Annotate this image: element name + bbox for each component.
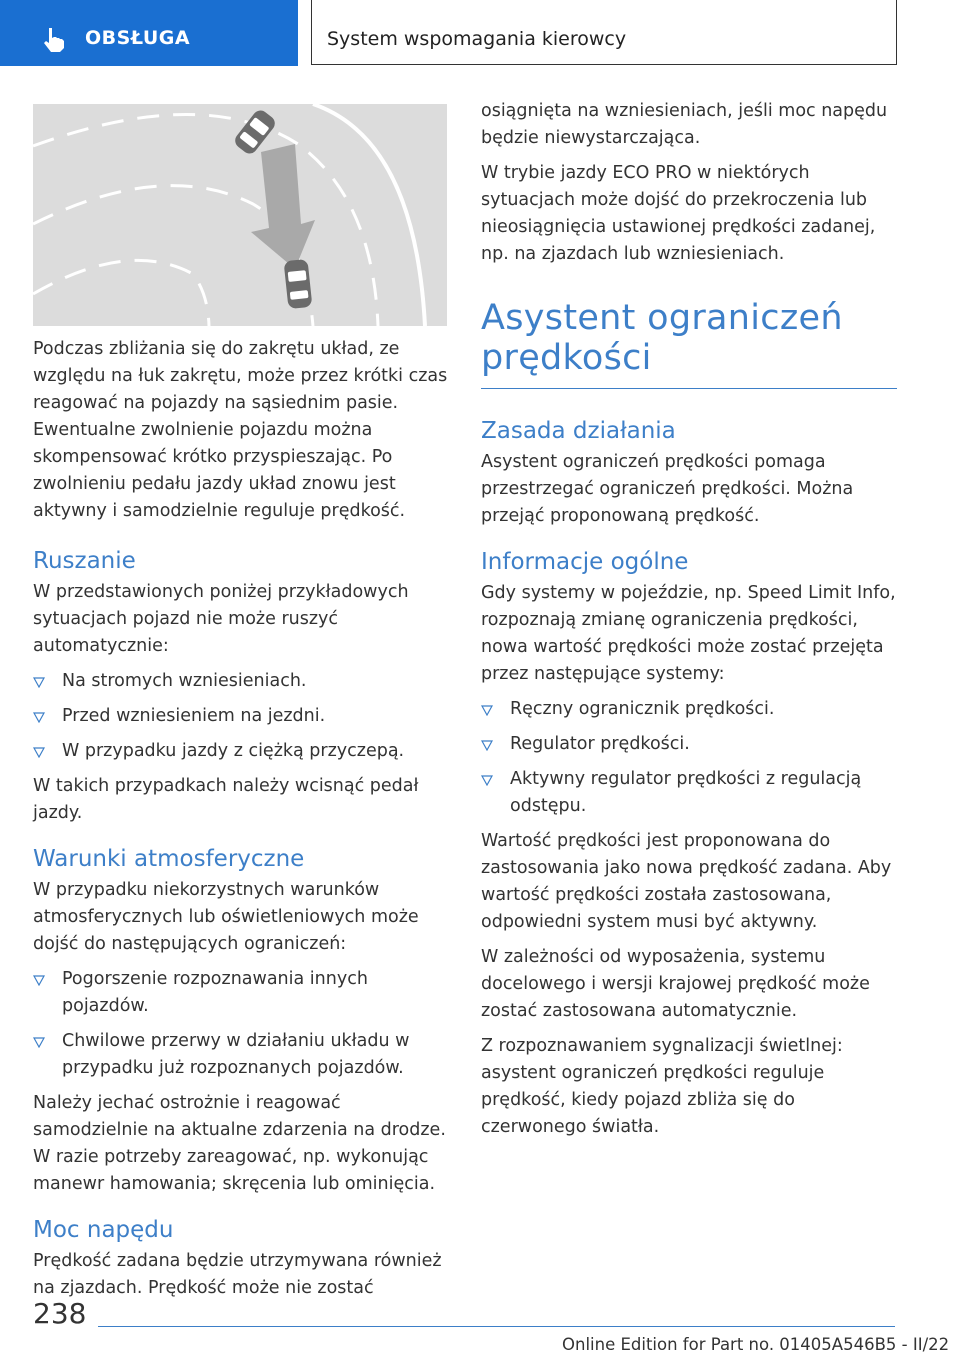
heading-ruszanie: Ruszanie <box>33 548 136 574</box>
triangle-bullet-icon <box>33 975 45 986</box>
ruszanie-text: W przedstawionych poniżej przykładowych sytuacjach pojazd nie może ruszyć automatycznie: <box>33 582 409 656</box>
heading-moc: Moc napędu <box>33 1217 174 1243</box>
ruszanie-after: W takich przypadkach należy wcisnąć pedał jazdy. <box>33 776 419 823</box>
list-item-text: W przypadku jazdy z ciężką przyczepą. <box>62 741 405 761</box>
continued-paragraph-1: osiągnięta na wzniesieniach, jeśli moc napędu będzie niewystarczająca. <box>481 101 888 148</box>
triangle-bullet-icon <box>481 740 493 751</box>
road-curve-svg <box>33 104 447 326</box>
list-item <box>481 731 897 758</box>
informacje-paragraph-4: Z rozpoznawaniem sygnalizacji świetlnej: asystent ograniczeń prędkości reguluje prędkość, kiedy pojazd zbliża się do czerwonego światła. <box>481 1036 843 1137</box>
pointing-hand-icon <box>40 26 68 54</box>
section-tab <box>0 0 298 66</box>
list-item <box>33 1028 449 1082</box>
triangle-bullet-icon <box>481 775 493 786</box>
warunki-list <box>33 966 449 1082</box>
right-column <box>481 98 897 1149</box>
footer-divider <box>98 1326 895 1327</box>
list-item-text: Przed wzniesieniem na jezdni. <box>62 706 326 726</box>
informacje-text: Gdy systemy w pojeździe, np. Speed Limit Info, rozpoznają zmianę ograniczenia prędkości, nowa wartość prędkości może zostać przejęta przez następujące systemy: <box>481 583 896 684</box>
triangle-bullet-icon <box>33 1037 45 1048</box>
heading-zasada: Zasada działania <box>481 418 676 444</box>
list-item-text: Ręczny ogranicznik prędkości. <box>510 699 775 719</box>
list-item-text: Pogorszenie rozpoznawania innych pojazdów. <box>62 969 368 1016</box>
informacje-list <box>481 696 897 820</box>
warunki-after: Należy jechać ostrożnie i reagować samodzielnie na aktualne zdarzenia na drodze. W razie potrzeby zareagować, np. wykonując manewr hamowania; skręcenia lub ominięcia. <box>33 1093 446 1194</box>
main-heading: Asystent ograniczeń prędkości <box>481 298 843 378</box>
list-item-text: Chwilowe przerwy w działaniu układu w przypadku już rozpoznanych pojazdów. <box>62 1031 410 1078</box>
triangle-bullet-icon <box>481 705 493 716</box>
zasada-text: Asystent ograniczeń prędkości pomaga przestrzegać ograniczeń prędkości. Można przejąć proponowaną prędkość. <box>481 452 854 526</box>
list-item <box>481 696 897 723</box>
section-label: OBSŁUGA <box>85 27 191 49</box>
heading-divider <box>481 388 897 389</box>
chapter-title: System wspomagania kierowcy <box>327 28 627 50</box>
list-item <box>33 738 449 765</box>
triangle-bullet-icon <box>33 747 45 758</box>
edition-footer: Online Edition for Part no. 01405A546B5 - II/22 <box>562 1335 950 1354</box>
informacje-paragraph-2: Wartość prędkości jest proponowana do zastosowania jako nowa prędkość zadana. Aby wartość prędkości została zastosowana, odpowiedni system musi być aktywny. <box>481 831 892 932</box>
list-item <box>481 766 897 820</box>
list-item <box>33 703 449 730</box>
page-header <box>0 0 960 66</box>
heading-informacje: Informacje ogólne <box>481 549 689 575</box>
informacje-paragraph-3: W zależności od wyposażenia, systemu docelowego i wersji krajowej prędkość może zostać zastosowana automatycznie. <box>481 947 870 1021</box>
list-item-text: Na stromych wzniesieniach. <box>62 671 307 691</box>
left-column <box>33 336 449 1310</box>
ruszanie-list <box>33 668 449 765</box>
page-number: 238 <box>33 1297 87 1330</box>
list-item-text: Aktywny regulator prędkości z regulacją odstępu. <box>510 769 862 816</box>
continued-paragraph-2: W trybie jazdy ECO PRO w niektórych sytuacjach może dojść do przekroczenia lub nieosiągnięcia ustawionej prędkości zadanej, np. na zjazdach lub wzniesieniach. <box>481 163 876 264</box>
heading-warunki: Warunki atmosferyczne <box>33 846 305 872</box>
triangle-bullet-icon <box>33 712 45 723</box>
intro-paragraph: Podczas zbliżania się do zakrętu układ, ze względu na łuk zakrętu, może przez krótki czas reagować na pojazdy na sąsiednim pasie. Ewentualne zwolnienie pojazdu można skompensować krótko przyspieszając. Po zwolnieniu pedału jazdy układ znowu jest aktywny i samodzielnie reguluje prędkość. <box>33 339 448 521</box>
list-item <box>33 668 449 695</box>
moc-text: Prędkość zadana będzie utrzymywana również na zjazdach. Prędkość może nie zostać <box>33 1251 442 1298</box>
list-item-text: Regulator prędkości. <box>510 734 690 754</box>
warunki-text: W przypadku niekorzystnych warunków atmosferycznych lub oświetleniowych może dojść do następujących ograniczeń: <box>33 880 419 954</box>
triangle-bullet-icon <box>33 677 45 688</box>
list-item <box>33 966 449 1020</box>
curve-illustration <box>33 104 447 326</box>
